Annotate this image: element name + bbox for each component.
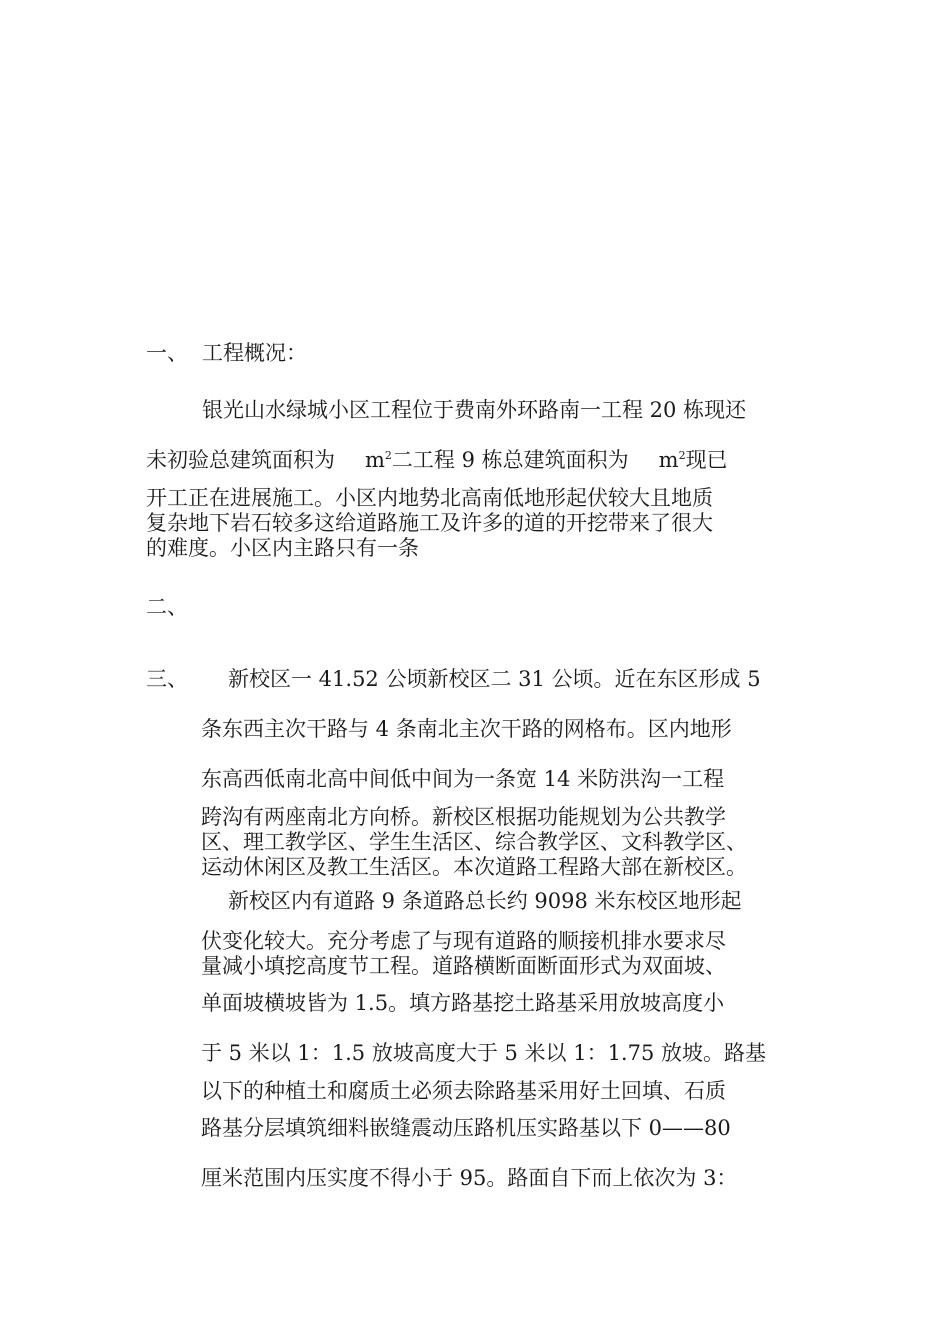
- para3-line12: 以下的种植土和腐质土必须去除路基采用好土回填、石质: [201, 1079, 726, 1103]
- para3-line5: 区、理工教学区、学生生活区、综合教学区、文科教学区、: [201, 830, 747, 854]
- para3-line6: 运动休闲区及教工生活区。本次道路工程路大部在新校区。: [201, 855, 747, 879]
- para3-line8: 伏变化较大。充分考虑了与现有道路的顺接机排水要求尽: [201, 929, 726, 953]
- para1-line2-text-c: 现已: [685, 448, 728, 472]
- para1-line1: 银光山水绿城小区工程位于费南外环路南一工程 20 栋现还: [202, 398, 747, 422]
- section-3-heading: [146, 666, 761, 692]
- para1-line2-text-a: 未初验总建筑面积为: [146, 448, 335, 472]
- section-3-marker: 三、: [146, 667, 188, 691]
- para3-line9: 量减小填挖高度节工程。道路横断面断面形式为双面坡、: [201, 954, 726, 978]
- para3-line2: 条东西主次干路与 4 条南北主次干路的网格布。区内地形: [201, 717, 732, 741]
- para1-line4: 复杂地下岩石较多这给道路施工及许多的道的开挖带来了很大: [146, 511, 713, 535]
- section-1-heading: [146, 340, 307, 366]
- para3-line13: 路基分层填筑细料嵌缝震动压路机压实路基以下 0——80: [201, 1116, 731, 1140]
- section-1-title: 工程概况：: [202, 341, 307, 365]
- para3-line14: 厘米范围内压实度不得小于 95。路面自下而上依次为 3：: [201, 1166, 738, 1190]
- para3-line1: 新校区一 41.52 公顷新校区二 31 公顷。近在东区形成 5: [228, 667, 761, 691]
- para1-line2-text-b: 二工程 9 栋总建筑面积为: [391, 448, 629, 472]
- para3-line11: 于 5 米以 1：1.5 放坡高度大于 5 米以 1：1.75 放坡。路基: [201, 1041, 766, 1065]
- para1-unit-1-exponent: 2: [384, 449, 392, 462]
- section-1-marker: 一、: [146, 341, 188, 365]
- para3-line3: 东高西低南北高中间低中间为一条宽 14 米防洪沟一工程: [201, 767, 725, 791]
- para1-unit-2-exponent: 2: [678, 449, 686, 462]
- para1-unit-1: m: [365, 448, 385, 472]
- section-2-marker: 二、: [146, 595, 188, 619]
- para3-line4: 跨沟有两座南北方向桥。新校区根据功能规划为公共教学: [201, 805, 726, 829]
- para3-line10: 单面坡横坡皆为 1.5。填方路基挖土路基采用放坡高度小: [201, 991, 725, 1015]
- para1-unit-2: m: [658, 448, 679, 472]
- para3-line7: 新校区内有道路 9 条道路总长约 9098 米东校区地形起: [228, 889, 742, 913]
- para1-line2: [146, 447, 728, 473]
- para1-line3: 开工正在进展施工。小区内地势北高南低地形起伏较大且地质: [146, 486, 713, 510]
- para1-line5: 的难度。小区内主路只有一条: [146, 536, 419, 560]
